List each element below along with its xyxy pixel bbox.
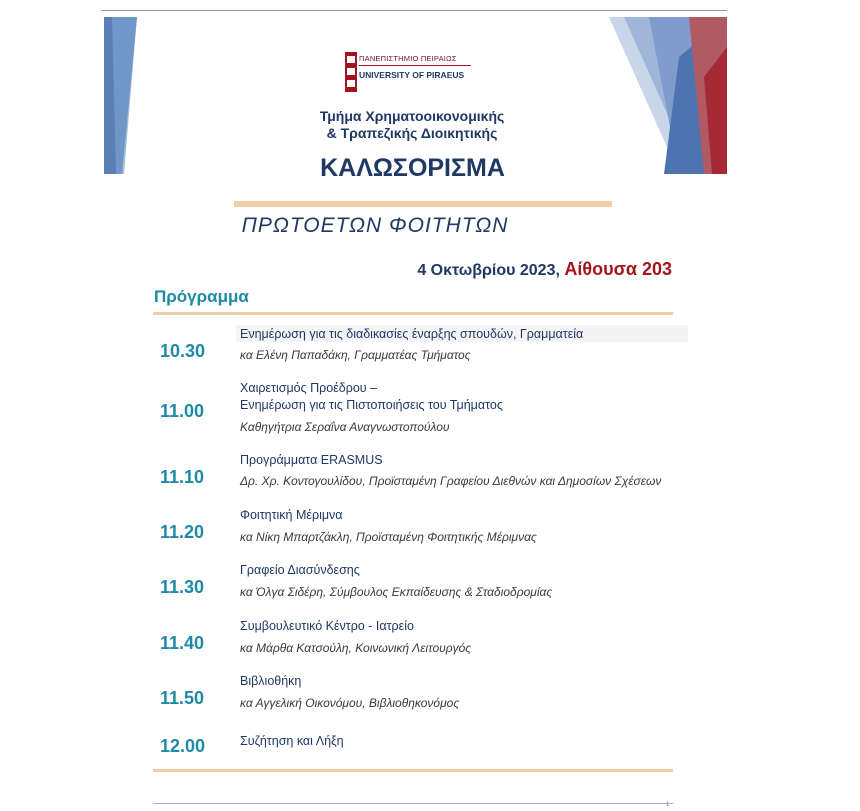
item-speaker: Καθηγήτρια Σεραΐνα Αναγνωστοπούλου xyxy=(240,420,450,434)
university-seal-icon xyxy=(345,52,357,92)
event-date: 4 Οκτωβρίου 2023, xyxy=(417,262,560,279)
item-time: 11.50 xyxy=(160,688,205,708)
item-time: 10.30 xyxy=(160,341,206,361)
subtitle: ΠΡΩΤΟΕΤΩΝ ΦΟΙΤΗΤΩΝ xyxy=(241,214,509,237)
top-rule xyxy=(101,10,727,11)
item-time: 12.00 xyxy=(160,736,206,756)
item-speaker: κα Ελένη Παπαδάκη, Γραμματέας Τμήματος xyxy=(240,348,471,362)
logo-divider xyxy=(359,65,471,66)
program-heading: Πρόγραμμα xyxy=(154,287,249,306)
item-time: 11.20 xyxy=(160,522,205,542)
item-speaker: κα Νίκη Μπαρτζάκλη, Προϊσταμένη Φοιτητικής Μέριμνας xyxy=(240,530,537,544)
welcome-title: ΚΑΛΩΣΟΡΙΣΜΑ xyxy=(320,154,505,182)
title-underline xyxy=(234,201,612,207)
date-room-line xyxy=(417,259,672,280)
item-title: Χαιρετισμός Προέδρου – xyxy=(240,381,378,395)
header-banner xyxy=(104,17,727,174)
item-title: Συζήτηση και Λήξη xyxy=(240,734,344,748)
item-time: 11.10 xyxy=(160,467,205,487)
department-line-2: & Τραπεζικής Διοικητικής xyxy=(326,125,498,141)
university-name-greek: ΠΑΝΕΠΙΣΤΗΜΙΟ ΠΕΙΡΑΙΩΣ xyxy=(359,54,457,63)
item-speaker: Δρ. Χρ. Κοντογουλίδου, Προϊσταμένη Γραφείου Διεθνών και Δημοσίων Σχέσεων xyxy=(240,474,662,488)
footer-rule xyxy=(153,803,673,804)
item-title: Γραφείο Διασύνδεσης xyxy=(240,563,360,577)
program-rule-bottom xyxy=(153,769,673,772)
item-time: 11.40 xyxy=(160,633,205,653)
item-speaker: κα Όλγα Σιδέρη, Σύμβουλος Εκπαίδευσης & Σταδιοδρομίας xyxy=(240,585,553,599)
item-title: Συμβουλευτικό Κέντρο - Ιατρείο xyxy=(240,619,414,633)
item-time: 11.00 xyxy=(160,401,205,421)
university-logo xyxy=(345,52,495,94)
item-speaker: κα Μάρθα Κατσούλη, Κοινωνική Λειτουργός xyxy=(240,641,472,655)
department-line-1: Τμήμα Χρηματοοικονομικής xyxy=(319,108,505,124)
item-time: 11.30 xyxy=(160,577,205,597)
item-title: Προγράμματα ERASMUS xyxy=(240,453,383,467)
item-title: Ενημέρωση για τις διαδικασίες έναρξης σπουδών, Γραμματεία xyxy=(240,327,584,341)
item-title: Βιβλιοθήκη xyxy=(240,674,302,688)
item-title: Φοιτητική Μέριμνα xyxy=(240,508,343,522)
program-rule-top xyxy=(153,312,673,315)
item-title-line2: Ενημέρωση για τις Πιστοποιήσεις του Τμήματος xyxy=(240,398,503,412)
event-room: Αίθουσα 203 xyxy=(564,259,672,279)
university-name-english: UNIVERSITY OF PIRAEUS xyxy=(359,70,465,80)
banner-decoration xyxy=(104,17,727,174)
page-number: 1 xyxy=(666,802,670,808)
item-speaker: κα Αγγελική Οικονόμου, Βιβλιοθηκονόμος xyxy=(240,696,460,710)
